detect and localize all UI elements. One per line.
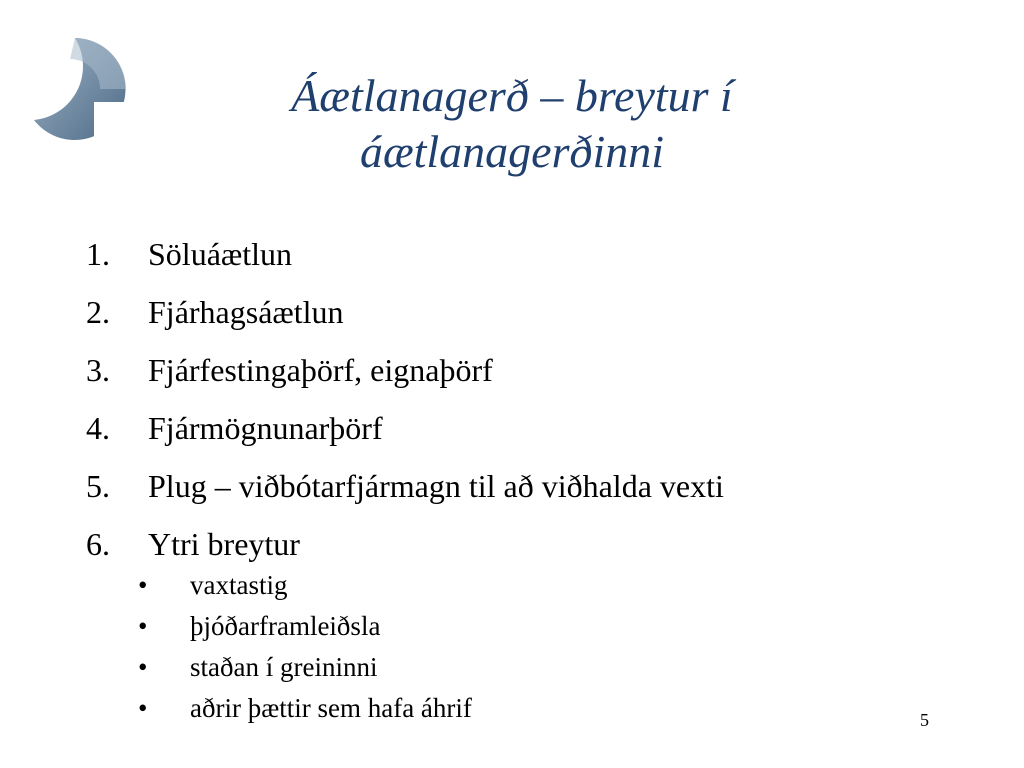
- slide-title-line-1: Áætlanagerð – breytur í: [291, 70, 733, 121]
- item-label: Fjárfestingaþörf, eignaþörf: [148, 352, 493, 388]
- item-number: 5.: [86, 468, 110, 504]
- item-label: Söluáætlun: [148, 236, 293, 272]
- slide-title-line-2: áætlanagerðinni: [359, 126, 665, 177]
- item-number: 3.: [86, 352, 110, 388]
- item-number: 1.: [86, 236, 110, 272]
- bullet-marker: •: [138, 693, 148, 723]
- bullet-marker: •: [138, 611, 148, 641]
- item-number: 6.: [86, 526, 110, 562]
- item-number: 4.: [86, 410, 110, 446]
- item-label: Ytri breytur: [148, 526, 300, 562]
- bullet-label: þjóðarframleiðsla: [190, 611, 381, 641]
- slide-title: [140, 68, 884, 180]
- crescent-logo-icon: [20, 34, 130, 144]
- bullet-marker: •: [138, 652, 148, 682]
- bullet-label: aðrir þættir sem hafa áhrif: [190, 693, 472, 723]
- bullet-label: staðan í greininni: [190, 652, 378, 682]
- company-logo: [20, 34, 130, 144]
- item-label: Plug – viðbótarfjármagn til að viðhalda vexti: [148, 468, 724, 504]
- item-label: Fjármögnunarþörf: [148, 410, 383, 446]
- bullet-marker: •: [138, 570, 148, 600]
- bullet-label: vaxtastig: [190, 570, 288, 600]
- page-number: 5: [920, 710, 929, 730]
- item-number: 2.: [86, 294, 110, 330]
- item-label: Fjárhagsáætlun: [148, 294, 344, 330]
